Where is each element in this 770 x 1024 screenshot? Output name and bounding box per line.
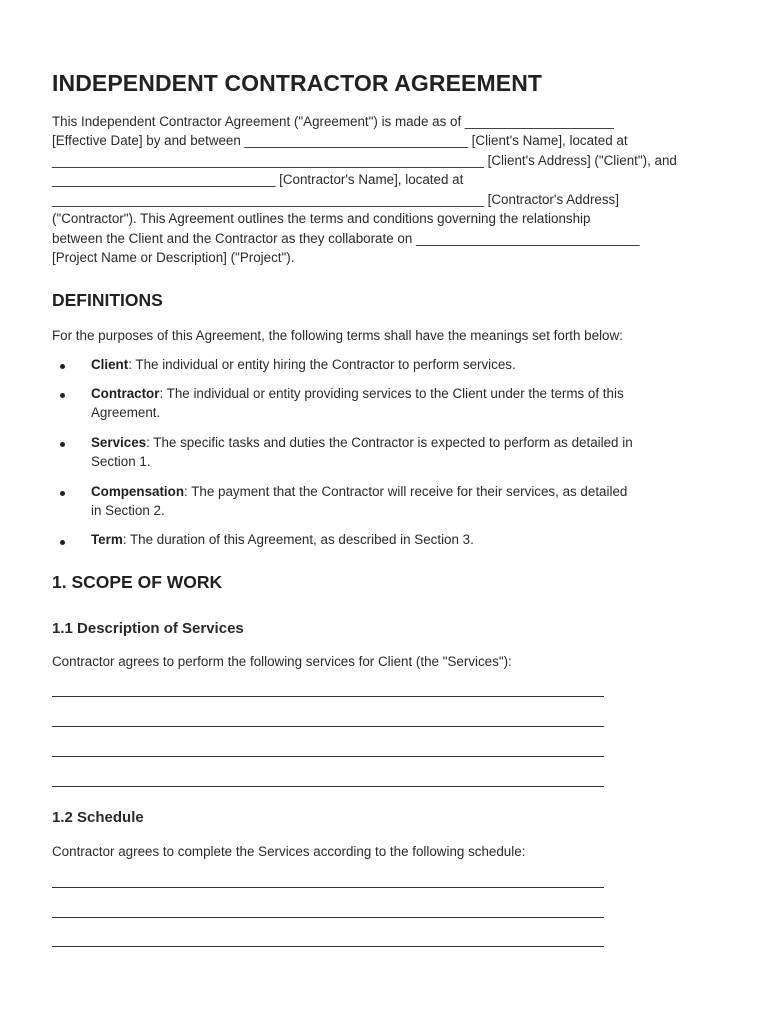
intro-line: __________________________________________________________ [Client's Address] ("Client"), and [52, 153, 677, 168]
term-description-continued: Section 1. [91, 454, 151, 469]
definitions-lead: For the purposes of this Agreement, the following terms shall have the meanings set forth below: [52, 328, 623, 343]
term-label: Services [91, 435, 147, 450]
intro-line: __________________________________________________________ [Contractor's Address] [52, 192, 619, 207]
term-label: Client [91, 357, 129, 372]
schedule-heading: 1.2 Schedule [52, 809, 144, 826]
services-blank-line[interactable] [52, 786, 604, 787]
intro-line: ______________________________ [Contractor's Name], located at [52, 172, 464, 187]
schedule-blank-line[interactable] [52, 887, 604, 888]
scope-heading: 1. SCOPE OF WORK [52, 572, 223, 592]
services-blank-line[interactable] [52, 756, 604, 757]
list-item [91, 530, 474, 550]
term-description: : The individual or entity providing services to the Client under the terms of this [159, 386, 624, 401]
document-title: INDEPENDENT CONTRACTOR AGREEMENT [52, 70, 543, 96]
intro-line: between the Client and the Contractor as they collaborate on ______________________________ [52, 231, 640, 246]
description-of-services-heading: 1.1 Description of Services [52, 620, 244, 637]
term-description: : The payment that the Contractor will receive for their services, as detailed [184, 484, 628, 499]
intro-line: This Independent Contractor Agreement ("Agreement") is made as of ____________________ [52, 114, 614, 129]
schedule-lead: Contractor agrees to complete the Services according to the following schedule: [52, 844, 526, 859]
list-item [91, 482, 627, 502]
intro-line: [Effective Date] by and between ______________________________ [Client's Name], located at [52, 133, 628, 148]
definitions-heading: DEFINITIONS [52, 290, 163, 310]
term-label: Contractor [91, 386, 160, 401]
services-blank-line[interactable] [52, 726, 604, 727]
bullet-icon [60, 442, 65, 447]
term-description-continued: Agreement. [91, 405, 161, 420]
schedule-blank-line[interactable] [52, 917, 604, 918]
term-description: : The duration of this Agreement, as described in Section 3. [122, 532, 474, 547]
term-label: Term [91, 532, 123, 547]
term-label: Compensation [91, 484, 184, 499]
list-item [91, 433, 633, 453]
description-of-services-lead: Contractor agrees to perform the following services for Client (the "Services"): [52, 654, 512, 669]
term-description: : The specific tasks and duties the Contractor is expected to perform as detailed in [146, 435, 633, 450]
bullet-icon [60, 393, 65, 398]
intro-line: [Project Name or Description] ("Project"). [52, 250, 295, 265]
schedule-blank-line[interactable] [52, 946, 604, 947]
services-blank-line[interactable] [52, 696, 604, 697]
list-item [91, 355, 516, 375]
bullet-icon [60, 540, 65, 545]
term-description-continued: in Section 2. [91, 503, 165, 518]
intro-line: ("Contractor"). This Agreement outlines the terms and conditions governing the relationship [52, 211, 591, 226]
bullet-icon [60, 491, 65, 496]
list-item [91, 384, 624, 404]
term-description: : The individual or entity hiring the Contractor to perform services. [128, 357, 516, 372]
bullet-icon [60, 364, 65, 369]
